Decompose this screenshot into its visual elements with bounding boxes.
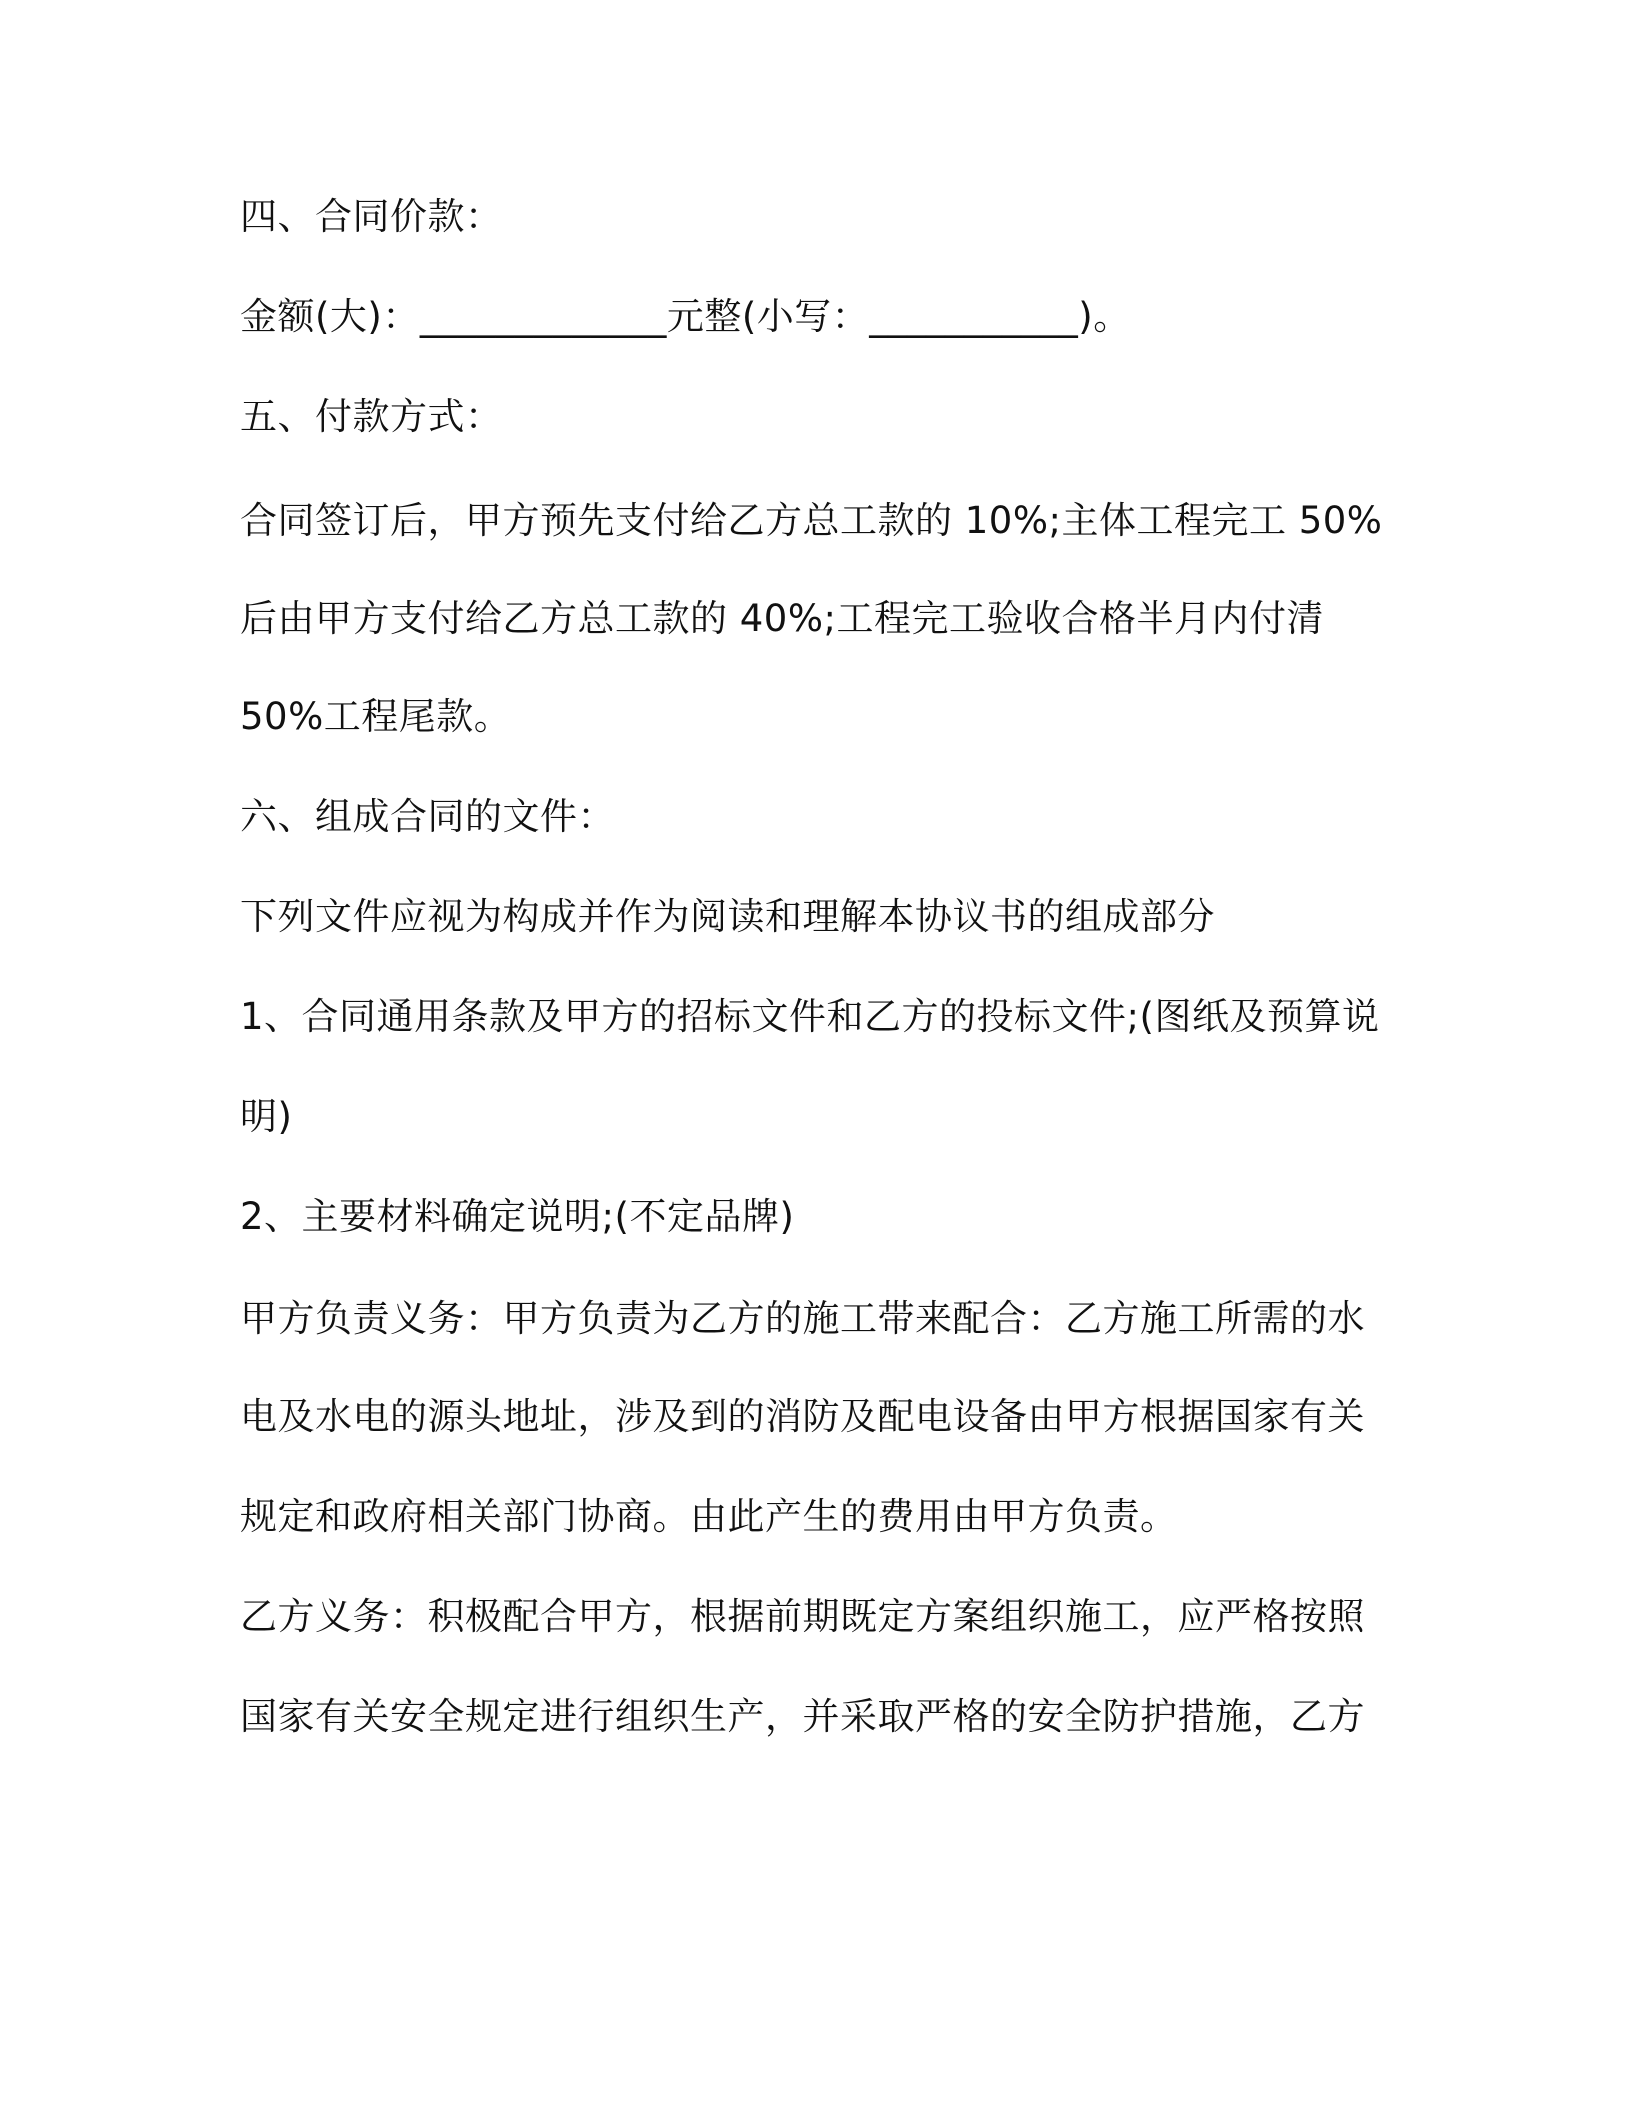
section-heading-contract-price: 四、合同价款：: [240, 195, 503, 238]
party-a-duty-line-1: 甲方负责义务：甲方负责为乙方的施工带来配合：乙方施工所需的水: [240, 1297, 1365, 1340]
documents-item-1-line-2: 明): [240, 1095, 293, 1138]
section-heading-payment: 五、付款方式：: [240, 395, 503, 438]
party-a-duty-line-2: 电及水电的源头地址，涉及到的消防及配电设备由甲方根据国家有关: [240, 1395, 1365, 1438]
payment-text-line-3: 50%工程尾款。: [240, 695, 512, 738]
party-b-duty-line-1: 乙方义务：积极配合甲方，根据前期既定方案组织施工，应严格按照: [240, 1595, 1365, 1638]
section-heading-documents: 六、组成合同的文件：: [240, 795, 615, 838]
party-b-duty-line-2: 国家有关安全规定进行组织生产，并采取严格的安全防护措施，乙方: [240, 1695, 1365, 1738]
payment-text-line-1: 合同签订后，甲方预先支付给乙方总工款的 10%;主体工程完工 50%: [240, 499, 1383, 542]
documents-intro: 下列文件应视为构成并作为阅读和理解本协议书的组成部分: [240, 895, 1215, 938]
payment-text-line-2: 后由甲方支付给乙方总工款的 40%;工程完工验收合格半月内付清: [240, 597, 1324, 640]
party-a-duty-line-3: 规定和政府相关部门协商。由此产生的费用由甲方负责。: [240, 1495, 1178, 1538]
documents-item-1-line-1: 1、合同通用条款及甲方的招标文件和乙方的投标文件;(图纸及预算说: [240, 995, 1380, 1038]
documents-item-2: 2、主要材料确定说明;(不定品牌): [240, 1195, 795, 1238]
amount-line: 金额(大)：_____________元整(小写：___________)。: [240, 295, 1131, 338]
